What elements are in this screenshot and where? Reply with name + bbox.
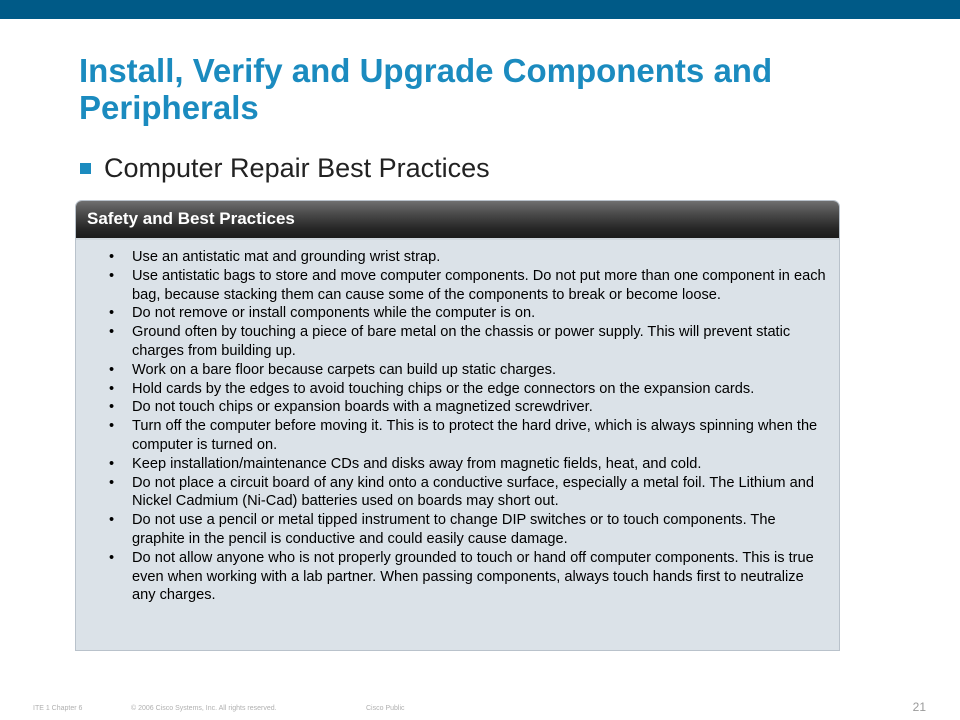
practice-item [109,361,831,380]
practice-text: Hold cards by the edges to avoid touching chips or the edge connectors on the expansion cards. [132,380,755,397]
bullet-dot-icon: • [109,549,115,566]
bullet-dot-icon: • [109,267,115,284]
main-bullet-text: Computer Repair Best Practices [104,153,490,183]
practice-text: Use an antistatic mat and grounding wrist strap. [132,249,441,265]
practice-text: Do not remove or install components while the computer is on. [132,305,536,322]
practice-item [109,323,831,361]
practice-item [109,474,831,512]
bullet-dot-icon: • [109,399,115,416]
footer-copyright: © 2006 Cisco Systems, Inc. All rights reserved. [131,705,277,712]
practice-text: Turn off the computer before moving it. This is to protect the hard drive, which is always spinning when the computer is turned on. [132,418,818,453]
practice-item [109,380,831,399]
bullet-dot-icon: • [109,249,115,265]
practice-item [109,511,831,549]
practice-text: Do not allow anyone who is not properly grounded to touch or hand off computer components. This is true even when working with a lab partner. When passing components, always touch hands first to neutralize any charges. [132,549,814,604]
bullet-dot-icon: • [109,361,115,378]
practice-text: Work on a bare floor because carpets can build up static charges. [132,361,556,378]
bullet-dot-icon: • [109,455,115,472]
main-bullet [80,152,490,184]
practice-text: Do not place a circuit board of any kind onto a conductive surface, especially a metal foil. The Lithium and Nickel Cadmium (Ni-Cad) batteries used on boards may short out. [132,474,814,510]
practice-text: Do not touch chips or expansion boards with a magnetized screwdriver. [132,399,593,416]
practice-text: Keep installation/maintenance CDs and disks away from magnetic fields, heat, and cold. [132,455,702,472]
practice-text: Use antistatic bags to store and move computer components. Do not put more than one component in each bag, because stacking them can cause some of the components to break or become loose. [132,267,826,303]
practice-item [109,549,831,605]
practice-item [109,248,831,267]
practice-item [109,398,831,417]
bullet-dot-icon: • [109,418,115,435]
practice-item [109,267,831,305]
practice-text: Ground often by touching a piece of bare metal on the chassis or power supply. This will prevent static charges from building up. [132,324,791,359]
practice-item [109,455,831,474]
best-practices-panel [75,200,840,651]
practice-item [109,304,831,323]
bullet-dot-icon: • [109,512,115,529]
practice-text: Do not use a pencil or metal tipped instrument to change DIP switches or to touch components. The graphite in the pencil is conductive and could easily cause damage. [132,512,776,547]
footer-classification: Cisco Public [366,705,405,712]
slide-title: Install, Verify and Upgrade Components and Peripherals [79,52,773,126]
footer-course: ITE 1 Chapter 6 [33,705,83,712]
bullet-dot-icon: • [109,324,115,341]
top-band [0,0,960,19]
practice-list [76,240,839,605]
bullet-dot-icon: • [109,380,115,397]
footer [0,700,960,716]
square-bullet-icon [80,163,91,174]
panel-heading: Safety and Best Practices [76,201,839,240]
page-number: 21 [912,700,926,714]
bullet-dot-icon: • [109,474,115,491]
bullet-dot-icon: • [109,305,115,322]
practice-item [109,417,831,455]
